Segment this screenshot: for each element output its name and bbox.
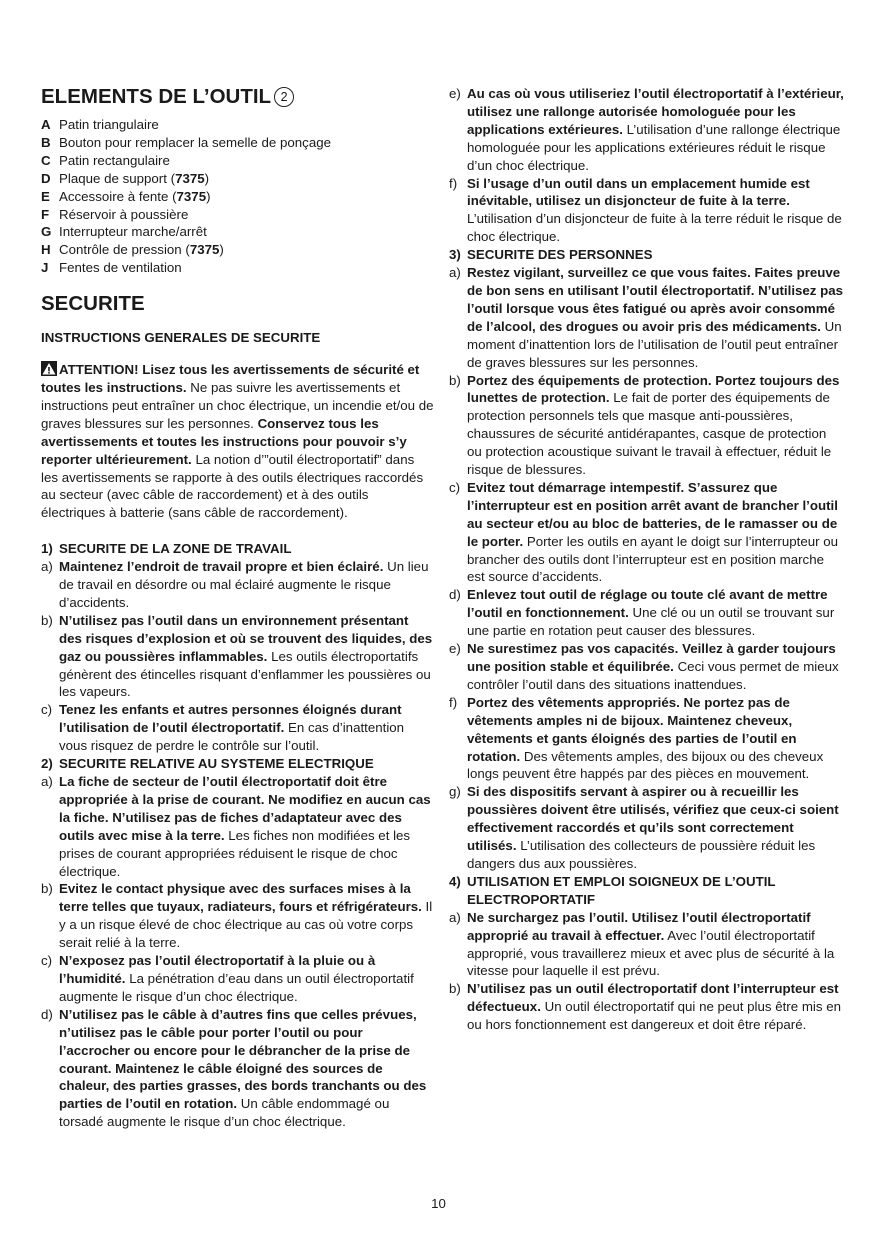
instruction-item: f) Si l’usage d’un outil dans un emplacement humide est inévitable, utilisez un disjoncteur de fuite à la terre. L’utilisation d’un disjoncteur de fuite à la terre réduit le risque de choc électrique. <box>449 175 842 245</box>
instruction-item: b) N’utilisez pas l’outil dans un environnement présentant des risques d’explosion et où se trouvent des liquides, des gaz ou poussières inflammables. Les outils électroportatifs génèrent des étincelles risquant d’enflammer les poussières ou les vapeurs. <box>41 612 433 700</box>
part-item: G Interrupteur marche/arrêt <box>41 224 207 240</box>
page-number: 10 <box>431 1196 446 1211</box>
warning-triangle-icon <box>41 361 57 376</box>
section-3-heading: 3) SECURITE DES PERSONNES <box>449 247 653 263</box>
instruction-item: b) Portez des équipements de protection. Portez toujours des lunettes de protection. Le fait de porter des équipements de protection personnels tels que masque anti-poussières, chaussures de sécurité antidérapantes, casque de protection ou protection acoustique suivant le travail à effectuer, réduit le risque de blessures. <box>449 372 840 478</box>
part-item: E Accessoire à fente (7375) <box>41 188 211 204</box>
instruction-item: a) Restez vigilant, surveillez ce que vous faites. Faites preuve de bon sens en utilisant l’outil électroportatif. N’utilisez pas l’outil lorsque vous êtes fatigué ou après avoir consommé de l’alcool, des drogues ou avoir pris des médicaments. Un moment d’inattention lors de l’utilisation de l’outil peut entraîner de graves blessures sur les personnes. <box>449 265 844 370</box>
instruction-item: c) Tenez les enfants et autres personnes éloignés durant l’utilisation de l’outil électroportatif. En cas d’inattention vous risquez de perdre le contrôle sur l’outil. <box>41 702 405 754</box>
part-item: D Plaque de support (7375) <box>41 170 210 186</box>
section-1-heading: 1) SECURITE DE LA ZONE DE TRAVAIL <box>41 541 292 557</box>
section-2-heading: 2) SECURITE RELATIVE AU SYSTEME ELECTRIQUE <box>41 756 374 772</box>
figure-ref-badge: 2 <box>274 87 294 107</box>
tool-elements-heading: ELEMENTS DE L’OUTIL 2 <box>41 85 434 109</box>
instruction-item: e) Ne surestimez pas vos capacités. Veillez à garder toujours une position stable et équilibrée. Ceci vous permet de mieux contrôler l’outil dans des situations inattendues. <box>449 641 839 692</box>
part-item: B Bouton pour remplacer la semelle de ponçage <box>41 134 332 150</box>
instruction-item: c) N’exposez pas l’outil électroportatif à la pluie ou à l’humidité. La pénétration d’eau dans un outil électroportatif augmente le risque d’un choc électrique. <box>41 953 414 1004</box>
instruction-item: e) Au cas où vous utiliseriez l’outil électroportatif à l’extérieur, utilisez une rallonge autorisée homologuée pour les applications extérieures. L’utilisation d’une rallonge électrique homologuée pour les applications extérieures réduit le risque d’un choc électrique. <box>449 86 844 173</box>
part-item: J Fentes de ventilation <box>41 260 182 276</box>
instruction-item: d) Enlevez tout outil de réglage ou toute clé avant de mettre l’outil en fonctionnement. Une clé ou un outil se trouvant sur une partie en rotation peut causer des blessures. <box>449 587 835 639</box>
instruction-item: c) Evitez tout démarrage intempestif. S’assurez que l’interrupteur est en position arrêt avant de brancher l’outil au secteur et/ou au bloc de batteries, de le ramasser ou de le porter. Porter les outils en ayant le doigt sur l’interrupteur ou brancher des outils dont l’interrupteur est en position marche est source d’accidents. <box>449 479 839 585</box>
part-item: H Contrôle de pression (7375) <box>41 242 224 258</box>
left-column <box>41 85 434 1131</box>
security-heading: SECURITE <box>41 292 145 316</box>
instruction-item: b) N’utilisez pas un outil électroportatif dont l’interrupteur est défectueux. Un outil électroportatif qui ne peut plus être mis en ou hors fonctionnement est dangereux et doit être réparé. <box>449 981 841 1033</box>
right-column <box>449 85 844 1034</box>
instruction-item: d) N’utilisez pas le câble à d’autres fins que celles prévues, n’utilisez pas le câble pour porter l’outil ou pour l’accrocher ou encore pour le débrancher de la prise de courant. Maintenez le câble éloigné des sources de chaleur, des parties grasses, des bords tranchants ou des parties de l’outil en rotation. Un câble endommagé ou torsadé augmente le risque d’un choc électrique. <box>41 1006 427 1130</box>
part-item: F Réservoir à poussière <box>41 206 189 222</box>
part-item: C Patin rectangulaire <box>41 152 170 168</box>
section-4-heading: 4) UTILISATION ET EMPLOI SOIGNEUX DE L’OUTIL ELECTROPORTATIF <box>449 873 776 907</box>
instruction-item: a) La fiche de secteur de l’outil électroportatif doit être appropriée à la prise de courant. Ne modifiez en aucun cas la fiche. N’utilisez pas de fiches d’adaptateur avec des outils avec mise à la terre. Les fiches non modifiées et les prises de courant appropriées réduisent le risque de choc électrique. <box>41 774 431 879</box>
general-instructions-heading: INSTRUCTIONS GENERALES DE SECURITE <box>41 330 321 346</box>
instruction-item: f) Portez des vêtements appropriés. Ne portez pas de vêtements amples ni de bijoux. Maintenez cheveux, vêtements et gants éloignés des parties de l’outil en rotation. Des vêtements amples, des bijoux ou des cheveux longs peuvent être happés par des pièces en mouvement. <box>449 694 824 782</box>
instruction-item: a) Maintenez l’endroit de travail propre et bien éclairé. Un lieu de travail en désordre ou mal éclairé augmente le risque d’accidents. <box>41 559 429 610</box>
parts-list <box>41 116 434 277</box>
instruction-item: b) Evitez le contact physique avec des surfaces mises à la terre telles que tuyaux, radiateurs, fours et réfrigérateurs. Il y a un risque élevé de choc électrique au cas où votre corps serait relié à la terre. <box>41 881 433 951</box>
instruction-item: a) Ne surchargez pas l’outil. Utilisez l’outil électroportatif approprié au travail à effectuer. Avec l’outil électroportatif approprié, vous travaillerez mieux et avec plus de sécurité à la vitesse pour laquelle il est prévu. <box>449 909 835 979</box>
part-item: A Patin triangulaire <box>41 117 159 132</box>
warning-paragraph: ATTENTION! Lisez tous les avertissements de sécurité et toutes les instructions. Ne pas suivre les avertissements et instructions peut entraîner un choc électrique, un incendie et/ou de graves blessures sur les personnes. Conservez tous les avertissements et toutes les instructions pour pouvoir s’y reporter ultérieurement. La notion d’”outil électroportatif” dans les avertissements se rapporte à des outils électriques raccordés au secteur (avec câble de raccordement) et à des outils électriques à batterie (sans câble de raccordement). <box>41 362 434 521</box>
instruction-item: g) Si des dispositifs servant à aspirer ou à recueillir les poussières doivent être utilisés, vérifiez que ceux-ci soient effectivement raccordés et qu’ils sont correctement utilisés. L’utilisation des collecteurs de poussière réduit les dangers dus aux poussières. <box>449 784 839 871</box>
